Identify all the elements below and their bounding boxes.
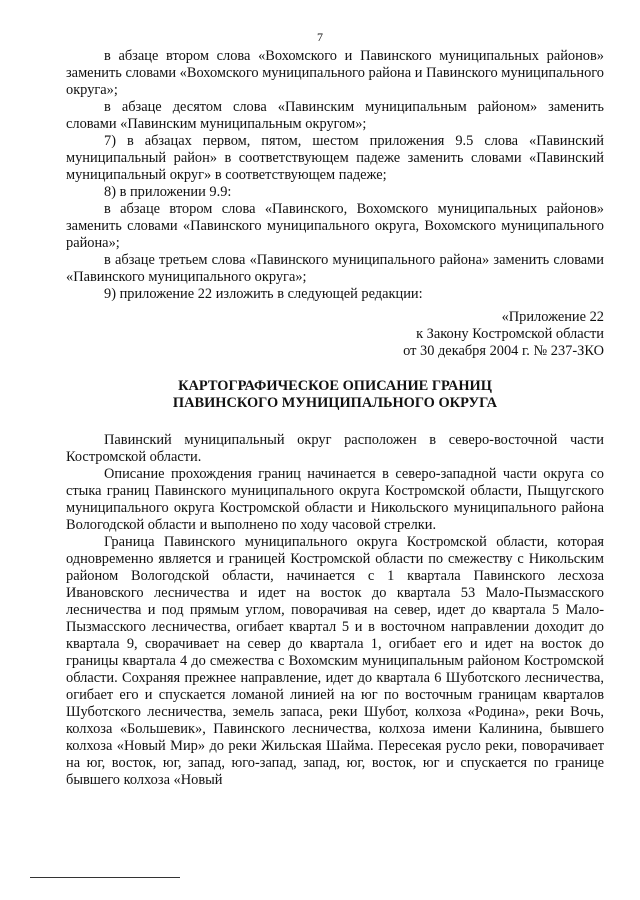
amendment-paragraph: 8) в приложении 9.9: [104,184,232,200]
appendix-reference [66,309,604,360]
document-body [66,48,604,789]
amendment-paragraph: в абзаце третьем слова «Павинского муниципального района» заменить словами «Павинского муниципального округа»; [66,252,604,285]
body-paragraph: Описание прохождения границ начинается в северо-западной части округа со стыка границ Павинского муниципального округа Костромской области, Пыщугского муниципального округа Костромской области и Никольского муниципального района Вологодской области и выполнено по ходу часовой стрелки. [66,466,604,533]
body-paragraph: Павинский муниципальный округ расположен в северо-восточной части Костромской области. [66,432,604,465]
appendix-reference-line: от 30 декабря 2004 г. № 237-ЗКО [403,343,604,359]
document-title-line: ПАВИНСКОГО МУНИЦИПАЛЬНОГО ОКРУГА [172,395,498,411]
footnote-divider [30,877,180,878]
document-title-line: КАРТОГРАФИЧЕСКОЕ ОПИСАНИЕ ГРАНИЦ [178,378,492,394]
appendix-reference-line: к Закону Костромской области [416,326,604,342]
body-paragraph: Граница Павинского муниципального округа Костромской области, которая одновременно является и границей Костромской области по смежеству с Никольским районом Вологодской области, начинается с 1 квартала Павинского лесхоза Ивановского лесничества и идет на восток до квартала 53 Мало-Пызмасского лесничества и под прямым углом, поворачивая на север, идет до квартала 5 Мало-Пызмасского лесничества, огибает квартал 5 и в восточном направлении доходит до квартала 9, сворачивает на север до квартала 1, огибает его и идет на восток до границы квартала 4 до смежества с Вохомским муниципальным районом Костромской области. Сохраняя прежнее направление, идет до квартала 6 Шуботского лесничества, огибает его и спускается ломаной линией на юг по восточным границам кварталов Шуботского лесничества, земель запаса, реки Шубот, колхоза «Родина», реки Вочь, колхоза «Большевик», Павинского лесничества, колхоза имени Калинина, бывшего колхоза «Новый Мир» до реки Жильская Шайма. Пересекая русло реки, поворачивает на юг, восток, юг, запад, юго-запад, запад, юг, восток, юг и спускается по границе бывшего колхоза «Новый [66,534,604,788]
amendment-paragraph: в абзаце втором слова «Павинского, Вохомского муниципальных районов» заменить словами «Павинского муниципального округа, Вохомского муниципального района»; [66,201,604,251]
amendment-paragraph: 9) приложение 22 изложить в следующей редакции: [104,286,423,302]
amendment-paragraph: в абзаце десятом слова «Павинским муниципальным районом» заменить словами «Павинским муниципальным округом»; [66,99,604,132]
document-title [66,378,604,412]
amendment-paragraph: 7) в абзацах первом, пятом, шестом приложения 9.5 слова «Павинский муниципальный район» в соответствующем падеже заменить словами «Павинский муниципальный округ» в соответствующем падеже; [66,133,604,183]
appendix-reference-line: «Приложение 22 [501,309,604,325]
page-number: 7 [317,30,323,44]
amendment-paragraph: в абзаце втором слова «Вохомского и Павинского муниципальных районов» заменить словами «Вохомского муниципального района и Павинского муниципального округа»; [66,48,604,98]
